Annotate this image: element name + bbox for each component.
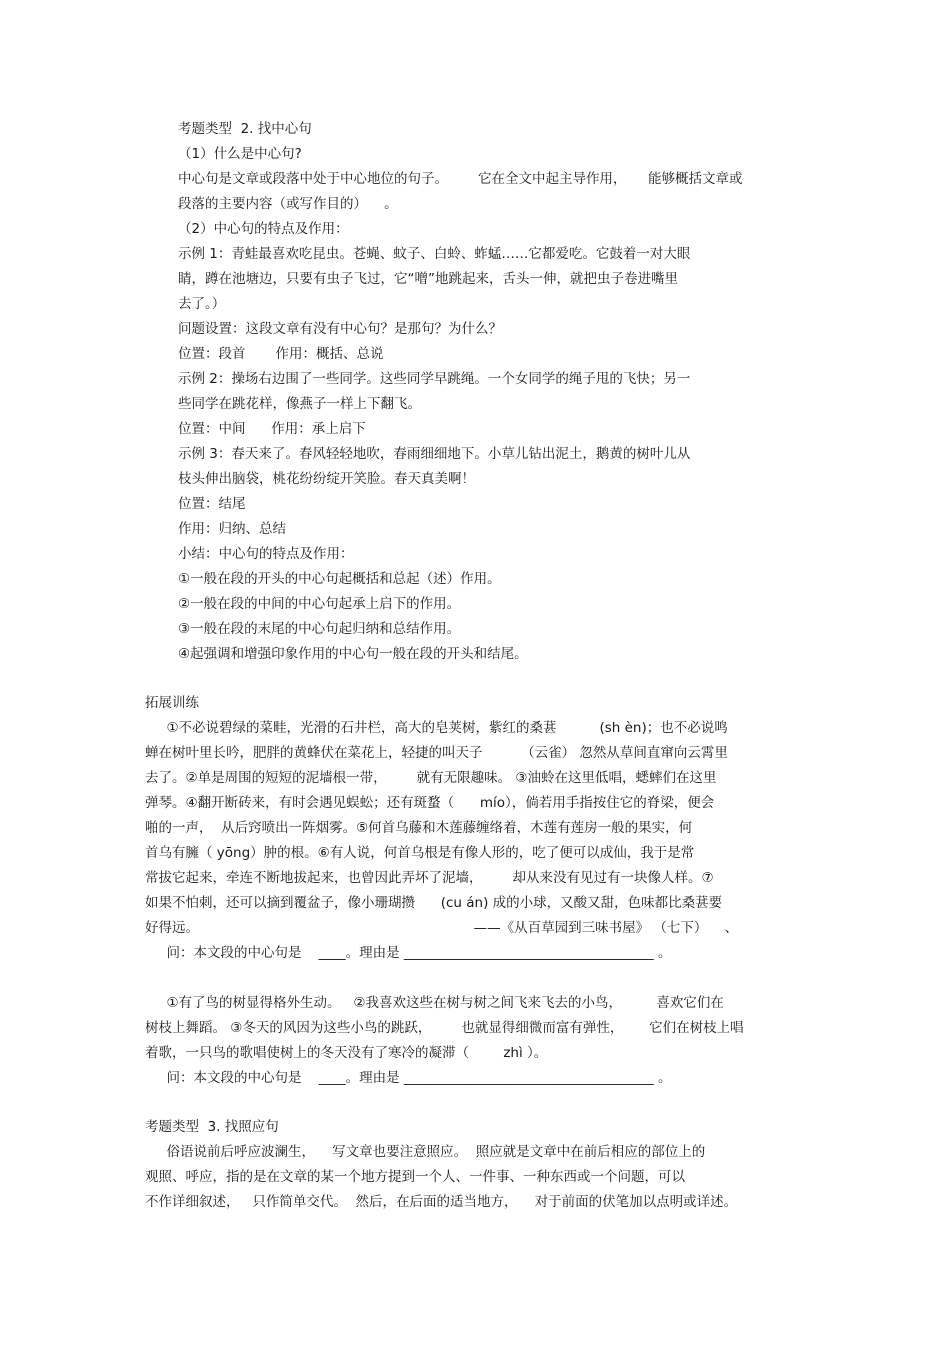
text-line: 示例 3：春天来了。春风轻轻地吹，春雨细细地下。小草儿钻出泥土，鹅黄的树叶儿从 — [178, 446, 691, 462]
subheading: （1）什么是中心句? — [178, 146, 302, 162]
text-line: 去了。②单是周围的短短的泥墙根一带， 就有无限趣味。 ③油蛉在这里低唱，蟋蟀们在这里 — [145, 770, 717, 786]
list-item: ③一般在段的末尾的中心句起归纳和总结作用。 — [178, 621, 461, 637]
text-line: 问题设置：这段文章有没有中心句？是那句？为什么？ — [178, 321, 502, 337]
text-line: 啪的一声， 从后窍喷出一阵烟雾。⑤何首乌藤和木莲藤缠络着，木莲有莲房一般的果实，何 — [145, 820, 693, 836]
subheading: （2）中心句的特点及作用： — [178, 221, 349, 237]
list-item: ④起强调和增强印象作用的中心句一般在段的开头和结尾。 — [178, 646, 528, 662]
text-line: 位置：中间 作用：承上启下 — [178, 421, 366, 437]
text-line: 位置：段首 作用：概括、总说 — [178, 346, 384, 362]
section-heading: 拓展训练 — [145, 695, 199, 711]
text-line: 些同学在跳花样，像燕子一样上下翻飞。 — [178, 396, 421, 412]
list-item: ②一般在段的中间的中心句起承上启下的作用。 — [178, 596, 461, 612]
text-line: 树枝上舞蹈。 ③冬天的风因为这些小鸟的跳跃， 也就显得细微而富有弹性， 它们在树枝上唱 — [145, 1020, 744, 1036]
question-line: 问：本文段的中心句是 ____。理由是 _____________________________________ 。 — [145, 945, 672, 961]
text-line: 作用：归纳、总结 — [178, 521, 286, 537]
text-line: 首乌有臃（ yōng）肿的根。⑥有人说，何首乌根是有像人形的，吃了便可以成仙，我于是常 — [145, 845, 695, 861]
text-line: 蝉在树叶里长吟，肥胖的黄蜂伏在菜花上，轻捷的叫天子 （云雀） 忽然从草间直窜向云霄里 — [145, 745, 728, 761]
list-item: ①一般在段的开头的中心句起概括和总起（述）作用。 — [178, 571, 501, 587]
text-line: ①有了鸟的树显得格外生动。 ②我喜欢这些在树与树之间飞来飞去的小鸟， 喜欢它们在 — [145, 995, 724, 1011]
text-line: 不作详细叙述， 只作简单交代。 然后，在后面的适当地方， 对于前面的伏笔加以点明或详述。 — [145, 1194, 738, 1210]
text-line: 小结：中心句的特点及作用： — [178, 546, 354, 562]
text-line: ①不必说碧绿的菜畦，光滑的石井栏，高大的皂荚树，紫红的桑葚 (sh èn)；也不必说鸣 — [145, 720, 728, 736]
text-line: 常拔它起来，牵连不断地拔起来，也曾因此弄坏了泥墙， 却从来没有见过有一块像人样。⑦ — [145, 870, 714, 886]
section-heading: 考题类型 3. 找照应句 — [145, 1119, 279, 1135]
text-line: 着歌，一只鸟的歌唱使树上的冬天没有了寒冷的凝滞（ zhì ）。 — [145, 1045, 548, 1061]
question-line: 问：本文段的中心句是 ____。理由是 _____________________________________ 。 — [145, 1070, 672, 1086]
text-line: 示例 1：青蛙最喜欢吃昆虫。苍蝇、蚊子、白蛉、蚱蜢……它都爱吃。它鼓着一对大眼 — [178, 246, 691, 262]
text-line: 中心句是文章或段落中处于中心地位的句子。 它在全文中起主导作用， 能够概括文章或 — [178, 171, 743, 187]
section-heading: 考题类型 2. 找中心句 — [178, 121, 312, 137]
text-line: 弹琴。④翻开断砖来，有时会遇见蜈蚣；还有斑蝥（ mío），倘若用手指按住它的脊梁，便会 — [145, 795, 715, 811]
text-line: 示例 2：操场右边围了一些同学。这些同学早跳绳。一个女同学的绳子甩的飞快；另一 — [178, 371, 691, 387]
text-line: 好得远。 ——《从百草园到三味书屋》 （七下） 、 — [145, 920, 739, 936]
text-line: 位置：结尾 — [178, 496, 246, 512]
text-line: 睛，蹲在池塘边，只要有虫子飞过，它“噌”地跳起来，舌头一伸，就把虫子卷进嘴里 — [178, 271, 678, 287]
text-line: 去了。） — [178, 296, 226, 312]
text-line: 俗语说前后呼应波澜生， 写文章也要注意照应。 照应就是文章中在前后相应的部位上的 — [145, 1144, 706, 1160]
text-line: 观照、呼应，指的是在文章的某一个地方提到一个人、一件事、一种东西或一个问题，可以 — [145, 1169, 685, 1185]
text-line: 如果不怕刺，还可以摘到覆盆子，像小珊瑚攒 (cu án) 成的小球，又酸又甜，色味都比桑葚要 — [145, 895, 723, 911]
text-line: 枝头伸出脑袋，桃花纷纷绽开笑脸。春天真美啊！ — [178, 471, 475, 487]
text-line: 段落的主要内容（或写作目的） 。 — [178, 196, 398, 212]
